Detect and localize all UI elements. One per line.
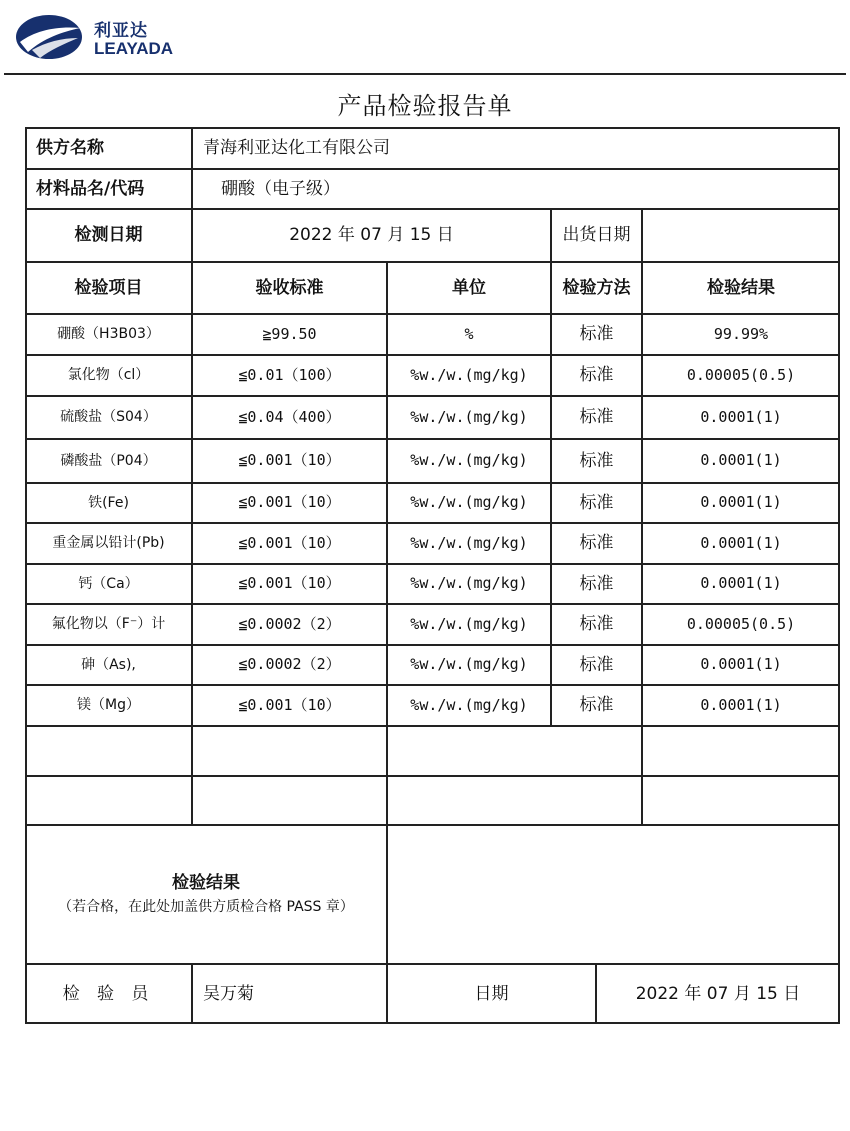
method-cell: 标准 [551, 523, 642, 564]
sign-date-value: 2022 年 07 月 15 日 [596, 964, 840, 1024]
unit-cell: %w./w.(mg/kg) [387, 523, 551, 564]
sign-date-label: 日期 [387, 964, 596, 1024]
result-cell: 0.0001(1) [642, 685, 840, 726]
test-date-label: 检测日期 [25, 209, 192, 262]
standard-cell: ≦0.0002（2） [192, 604, 387, 645]
unit-cell: %w./w.(mg/kg) [387, 396, 551, 439]
result-cell: 0.0001(1) [642, 396, 840, 439]
conclusion-stamp-area [387, 825, 840, 964]
method-cell: 标准 [551, 604, 642, 645]
conclusion-label: 检验结果 [172, 873, 240, 894]
unit-cell: %w./w.(mg/kg) [387, 645, 551, 685]
page-title: 产品检验报告单 [337, 92, 513, 120]
inspection-report-table [25, 127, 840, 1024]
brand-name-cn: 利亚达 [94, 21, 148, 41]
unit-cell: % [387, 314, 551, 355]
material-label: 材料品名/代码 [25, 169, 192, 209]
item-cell: 砷（As), [25, 645, 192, 685]
method-cell: 标准 [551, 396, 642, 439]
unit-cell: %w./w.(mg/kg) [387, 355, 551, 396]
item-cell: 硫酸盐（S04） [25, 396, 192, 439]
standard-cell: ≦0.001（10） [192, 564, 387, 604]
column-header-method: 检验方法 [551, 262, 642, 314]
empty-cell [387, 776, 642, 825]
unit-cell: %w./w.(mg/kg) [387, 564, 551, 604]
standard-cell: ≦0.001（10） [192, 439, 387, 483]
header-divider [4, 73, 846, 75]
result-cell: 0.00005(0.5) [642, 604, 840, 645]
column-header-result: 检验结果 [642, 262, 840, 314]
item-cell: 氟化物以（F⁻）计 [25, 604, 192, 645]
standard-cell: ≦0.001（10） [192, 483, 387, 523]
empty-cell [25, 776, 192, 825]
unit-cell: %w./w.(mg/kg) [387, 685, 551, 726]
empty-cell [642, 726, 840, 776]
leayada-logo-icon [14, 12, 84, 62]
standard-cell: ≦0.04（400） [192, 396, 387, 439]
ship-date-value [642, 209, 840, 262]
empty-cell [387, 726, 642, 776]
column-header-unit: 单位 [387, 262, 551, 314]
item-cell: 重金属以铅计(Pb) [25, 523, 192, 564]
inspector-label: 检 验 员 [25, 964, 192, 1024]
standard-cell: ≦0.001（10） [192, 685, 387, 726]
unit-cell: %w./w.(mg/kg) [387, 483, 551, 523]
item-cell: 硼酸（H3B03） [25, 314, 192, 355]
method-cell: 标准 [551, 439, 642, 483]
method-cell: 标准 [551, 564, 642, 604]
result-cell: 0.0001(1) [642, 483, 840, 523]
company-header [10, 6, 840, 66]
column-header-standard: 验收标准 [192, 262, 387, 314]
conclusion-block [25, 825, 387, 964]
result-cell: 0.0001(1) [642, 564, 840, 604]
standard-cell: ≦0.001（10） [192, 523, 387, 564]
unit-cell: %w./w.(mg/kg) [387, 439, 551, 483]
method-cell: 标准 [551, 355, 642, 396]
item-cell: 氯化物（cl） [25, 355, 192, 396]
method-cell: 标准 [551, 645, 642, 685]
supplier-label: 供方名称 [25, 127, 192, 169]
supplier-value: 青海利亚达化工有限公司 [192, 127, 840, 169]
item-cell: 铁(Fe) [25, 483, 192, 523]
result-cell: 0.0001(1) [642, 439, 840, 483]
brand-name-en: LEAYADA [94, 39, 174, 58]
method-cell: 标准 [551, 314, 642, 355]
empty-cell [642, 776, 840, 825]
conclusion-note: （若合格，在此处加盖供方质检合格 PASS 章） [58, 899, 354, 916]
empty-cell [192, 726, 387, 776]
inspector-value: 吴万菊 [192, 964, 387, 1024]
empty-cell [25, 726, 192, 776]
item-cell: 钙（Ca） [25, 564, 192, 604]
item-cell: 镁（Mg） [25, 685, 192, 726]
material-value: 硼酸（电子级） [192, 169, 840, 209]
standard-cell: ≧99.50 [192, 314, 387, 355]
result-cell: 99.99% [642, 314, 840, 355]
standard-cell: ≦0.0002（2） [192, 645, 387, 685]
method-cell: 标准 [551, 685, 642, 726]
method-cell: 标准 [551, 483, 642, 523]
ship-date-label: 出货日期 [551, 209, 642, 262]
test-date-value: 2022 年 07 月 15 日 [192, 209, 551, 262]
standard-cell: ≦0.01（100） [192, 355, 387, 396]
empty-cell [192, 776, 387, 825]
result-cell: 0.0001(1) [642, 645, 840, 685]
unit-cell: %w./w.(mg/kg) [387, 604, 551, 645]
column-header-item: 检验项目 [25, 262, 192, 314]
result-cell: 0.00005(0.5) [642, 355, 840, 396]
item-cell: 磷酸盐（P04） [25, 439, 192, 483]
result-cell: 0.0001(1) [642, 523, 840, 564]
